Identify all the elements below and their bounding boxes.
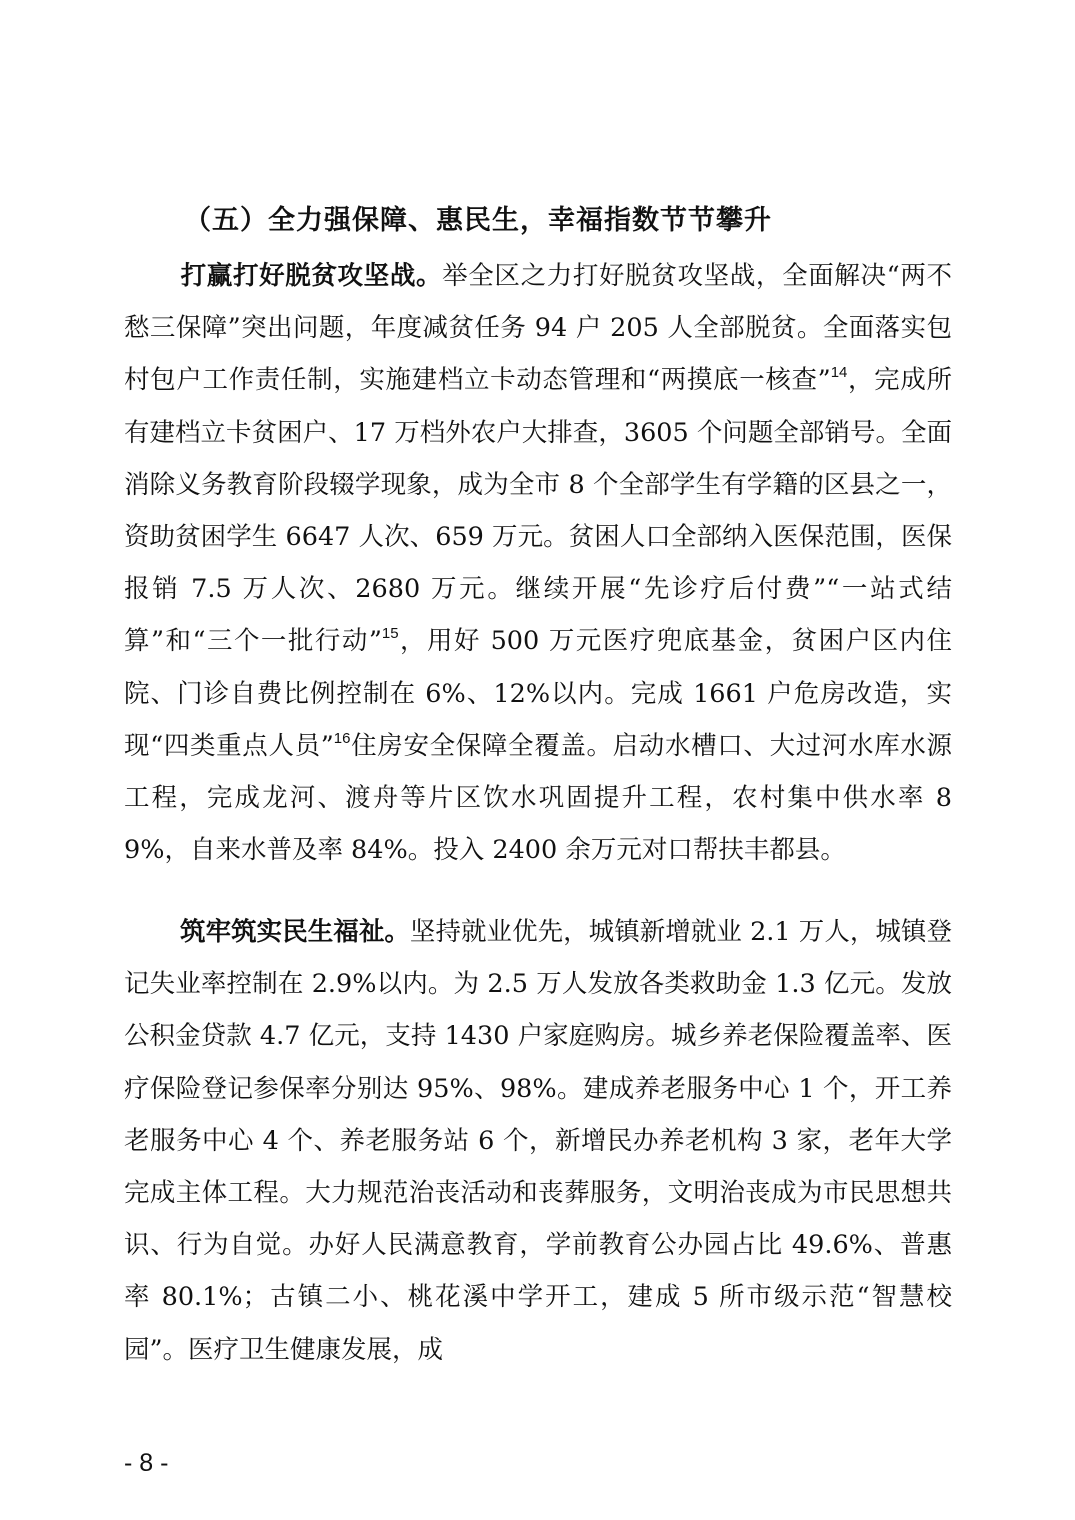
footnote-marker: 14 [830, 364, 848, 382]
paragraph-text: ，用好 500 万元医疗兜底基金，贫困户区内住院、门诊自费比例控制在 6%、12%以内。完成 1661 户危房改造，实现“四类重点人员” [124, 626, 952, 761]
paragraph-text: ，完成所有建档立卡贫困户、17 万档外农户大排查，3605 个问题全部销号。全面消除义务教育阶段辍学现象，成为全市 8 个全部学生有学籍的区县之一，资助贫困学生 6647 人次、659 万元。贫困人口全部纳入医保范围，医保报销 7.5 万人次、2680 万元。继续开展“先诊疗后付费”“一站式结算”和“三个一批行动” [124, 365, 952, 657]
page-number: - 8 - [124, 1449, 169, 1477]
footnote-marker: 15 [381, 625, 399, 643]
footnote-marker: 16 [333, 729, 351, 747]
paragraph-livelihood [124, 906, 952, 1376]
paragraph-lead: 筑牢筑实民生福祉。 [180, 917, 410, 947]
paragraph-text: 住房安全保障全覆盖。启动水槽口、大过河水库水源工程，完成龙河、渡舟等片区饮水巩固提升工程，农村集中供水率 89%，自来水普及率 84%。投入 2400 余万元对口帮扶丰都县。 [124, 730, 952, 866]
section-heading: （五）全力强保障、惠民生，幸福指数节节攀升 [184, 205, 772, 236]
paragraph-text: 坚持就业优先，城镇新增就业 2.1 万人，城镇登记失业率控制在 2.9%以内。为 2.5 万人发放各类救助金 1.3 亿元。发放公积金贷款 4.7 亿元，支持 1430 户家庭购房。城乡养老保险覆盖率、医疗保险登记参保率分别达 95%、98%。建成养老服务中心 1 个，开工养老服务中心 4 个、养老服务站 6 个，新增民办养老机构 3 家，老年大学完成主体工程。大力规范治丧活动和丧葬服务，文明治丧成为市民思想共识、行为自觉。办好人民满意教育，学前教育公办园占比 49.6%、普惠率 80.1%；古镇二小、桃花溪中学开工，建成 5 所市级示范“智慧校园”。医疗卫生健康发展，成 [124, 917, 952, 1365]
paragraph-poverty-alleviation [124, 250, 952, 876]
paragraph-lead: 打赢打好脱贫攻坚战。 [180, 261, 443, 291]
paragraph-text: 举全区之力打好脱贫攻坚战，全面解决“两不愁三保障”突出问题，年度减贫任务 94 户 205 人全部脱贫。全面落实包村包户工作责任制，实施建档立卡动态管理和“两摸底一核查” [124, 261, 952, 396]
